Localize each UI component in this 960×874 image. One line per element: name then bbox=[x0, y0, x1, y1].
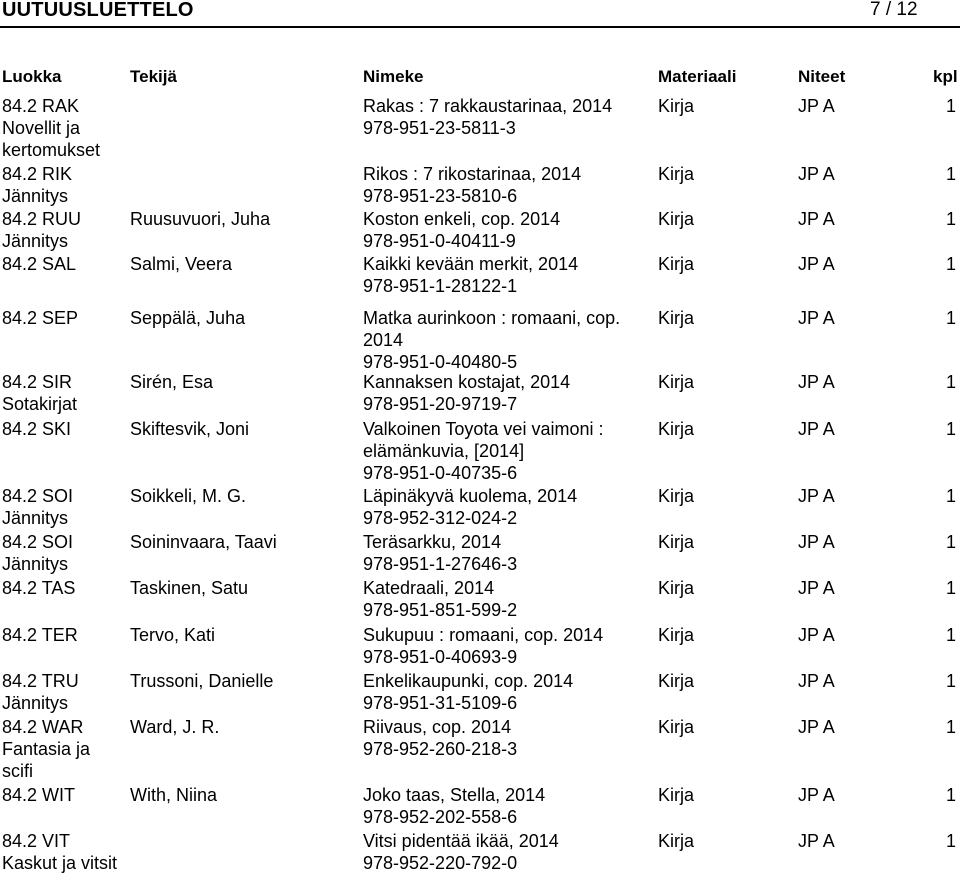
cell-nimeke-line: Koston enkeli, cop. 2014 bbox=[363, 209, 561, 229]
cell-niteet: JP A bbox=[798, 717, 835, 737]
cell-materiaali: Kirja bbox=[658, 785, 695, 805]
cell-nimeke bbox=[363, 784, 643, 828]
column-header-niteet: Niteet bbox=[798, 67, 846, 86]
cell-materiaali: Kirja bbox=[658, 308, 695, 328]
page-number: 7 / 12 bbox=[870, 0, 918, 20]
cell-luokka-line: Kaskut ja vitsit bbox=[2, 853, 118, 873]
cell-luokka-line: Jännitys bbox=[2, 554, 69, 574]
cell-luokka-line: kertomukset bbox=[2, 140, 101, 160]
column-header-kpl: kpl bbox=[933, 67, 958, 86]
cell-luokka bbox=[2, 163, 127, 207]
cell-kpl: 1 bbox=[946, 578, 957, 598]
cell-kpl: 1 bbox=[946, 625, 957, 645]
cell-kpl: 1 bbox=[946, 372, 957, 392]
cell-luokka-line: 84.2 WIT bbox=[2, 785, 76, 805]
cell-materiaali: Kirja bbox=[658, 625, 695, 645]
cell-tekija: Ward, J. R. bbox=[130, 717, 220, 737]
cell-luokka-line: 84.2 TRU bbox=[2, 671, 79, 691]
cell-niteet: JP A bbox=[798, 308, 835, 328]
cell-niteet: JP A bbox=[798, 372, 835, 392]
cell-kpl: 1 bbox=[946, 254, 957, 274]
header-divider bbox=[0, 26, 960, 28]
cell-kpl: 1 bbox=[946, 96, 957, 116]
cell-luokka-line: 84.2 RUU bbox=[2, 209, 82, 229]
cell-tekija: Ruusuvuori, Juha bbox=[130, 209, 271, 229]
cell-luokka bbox=[2, 418, 127, 440]
cell-nimeke-line: 2014 bbox=[363, 330, 404, 350]
cell-kpl: 1 bbox=[946, 486, 957, 506]
cell-materiaali: Kirja bbox=[658, 419, 695, 439]
cell-luokka-line: 84.2 WAR bbox=[2, 717, 84, 737]
cell-kpl: 1 bbox=[946, 164, 957, 184]
cell-nimeke-line: Joko taas, Stella, 2014 bbox=[363, 785, 546, 805]
cell-niteet: JP A bbox=[798, 625, 835, 645]
cell-tekija: Tervo, Kati bbox=[130, 625, 216, 645]
cell-kpl: 1 bbox=[946, 785, 957, 805]
cell-luokka-line: 84.2 SAL bbox=[2, 254, 77, 274]
cell-nimeke-line: Valkoinen Toyota vei vaimoni : bbox=[363, 419, 604, 439]
cell-nimeke-line: 978-951-23-5810-6 bbox=[363, 186, 518, 206]
cell-nimeke-line: 978-951-31-5109-6 bbox=[363, 693, 518, 713]
cell-nimeke bbox=[363, 95, 643, 139]
cell-luokka-line: 84.2 TER bbox=[2, 625, 78, 645]
cell-luokka-line: 84.2 VIT bbox=[2, 831, 71, 851]
cell-luokka bbox=[2, 624, 127, 646]
cell-materiaali: Kirja bbox=[658, 486, 695, 506]
cell-tekija: Soininvaara, Taavi bbox=[130, 532, 277, 552]
cell-niteet: JP A bbox=[798, 671, 835, 691]
cell-nimeke bbox=[363, 577, 643, 621]
cell-materiaali: Kirja bbox=[658, 532, 695, 552]
cell-nimeke-line: 978-951-851-599-2 bbox=[363, 600, 518, 620]
cell-nimeke-line: 978-951-20-9719-7 bbox=[363, 394, 518, 414]
cell-niteet: JP A bbox=[798, 578, 835, 598]
cell-luokka-line: 84.2 TAS bbox=[2, 578, 76, 598]
cell-tekija: Soikkeli, M. G. bbox=[130, 486, 247, 506]
cell-nimeke-line: Kaikki kevään merkit, 2014 bbox=[363, 254, 579, 274]
cell-niteet: JP A bbox=[798, 96, 835, 116]
cell-materiaali: Kirja bbox=[658, 372, 695, 392]
cell-nimeke-line: 978-951-0-40411-9 bbox=[363, 231, 516, 251]
cell-luokka bbox=[2, 577, 127, 599]
cell-materiaali: Kirja bbox=[658, 831, 695, 851]
cell-nimeke-line: Teräsarkku, 2014 bbox=[363, 532, 502, 552]
cell-nimeke-line: 978-952-220-792-0 bbox=[363, 853, 518, 873]
cell-nimeke-line: Katedraali, 2014 bbox=[363, 578, 495, 598]
cell-nimeke bbox=[363, 716, 643, 760]
cell-nimeke-line: Läpinäkyvä kuolema, 2014 bbox=[363, 486, 578, 506]
cell-nimeke bbox=[363, 531, 643, 575]
cell-luokka-line: 84.2 SEP bbox=[2, 308, 79, 328]
cell-luokka-line: Jännitys bbox=[2, 186, 69, 206]
cell-luokka-line: Sotakirjat bbox=[2, 394, 78, 414]
cell-kpl: 1 bbox=[946, 308, 957, 328]
cell-niteet: JP A bbox=[798, 419, 835, 439]
cell-luokka bbox=[2, 95, 127, 161]
column-header-tekija: Tekijä bbox=[130, 67, 177, 86]
cell-nimeke bbox=[363, 418, 643, 484]
cell-nimeke-line: 978-952-312-024-2 bbox=[363, 508, 518, 528]
cell-luokka-line: 84.2 SKI bbox=[2, 419, 72, 439]
cell-materiaali: Kirja bbox=[658, 254, 695, 274]
cell-niteet: JP A bbox=[798, 209, 835, 229]
cell-materiaali: Kirja bbox=[658, 578, 695, 598]
cell-luokka bbox=[2, 253, 127, 275]
cell-kpl: 1 bbox=[946, 532, 957, 552]
cell-luokka bbox=[2, 208, 127, 252]
cell-materiaali: Kirja bbox=[658, 717, 695, 737]
cell-nimeke-line: 978-951-23-5811-3 bbox=[363, 118, 516, 138]
cell-materiaali: Kirja bbox=[658, 96, 695, 116]
cell-luokka-line: Novellit ja bbox=[2, 118, 81, 138]
cell-materiaali: Kirja bbox=[658, 209, 695, 229]
column-header-luokka: Luokka bbox=[2, 67, 62, 86]
cell-tekija: Trussoni, Danielle bbox=[130, 671, 274, 691]
cell-nimeke bbox=[363, 371, 643, 415]
cell-luokka bbox=[2, 670, 127, 714]
cell-luokka-line: Fantasia ja bbox=[2, 739, 91, 759]
cell-nimeke bbox=[363, 208, 643, 252]
cell-luokka-line: 84.2 SOI bbox=[2, 532, 74, 552]
cell-nimeke-line: 978-951-1-28122-1 bbox=[363, 276, 518, 296]
cell-tekija: Seppälä, Juha bbox=[130, 308, 246, 328]
cell-nimeke bbox=[363, 163, 643, 207]
cell-nimeke bbox=[363, 485, 643, 529]
cell-nimeke-line: Rikos : 7 rikostarinaa, 2014 bbox=[363, 164, 582, 184]
cell-luokka-line: Jännitys bbox=[2, 231, 69, 251]
cell-luokka-line: 84.2 RAK bbox=[2, 96, 80, 116]
column-header-nimeke: Nimeke bbox=[363, 67, 424, 86]
cell-luokka bbox=[2, 531, 127, 575]
cell-nimeke-line: Kannaksen kostajat, 2014 bbox=[363, 372, 571, 392]
cell-luokka-line: 84.2 SOI bbox=[2, 486, 74, 506]
cell-nimeke-line: Riivaus, cop. 2014 bbox=[363, 717, 512, 737]
cell-niteet: JP A bbox=[798, 785, 835, 805]
cell-tekija: Taskinen, Satu bbox=[130, 578, 249, 598]
cell-kpl: 1 bbox=[946, 717, 957, 737]
cell-niteet: JP A bbox=[798, 532, 835, 552]
cell-nimeke-line: 978-951-0-40480-5 bbox=[363, 352, 518, 372]
cell-nimeke bbox=[363, 670, 643, 714]
cell-nimeke-line: 978-951-0-40735-6 bbox=[363, 463, 518, 483]
cell-luokka-line: Jännitys bbox=[2, 508, 69, 528]
cell-kpl: 1 bbox=[946, 209, 957, 229]
cell-kpl: 1 bbox=[946, 419, 957, 439]
cell-niteet: JP A bbox=[798, 254, 835, 274]
cell-nimeke-line: Rakas : 7 rakkaustarinaa, 2014 bbox=[363, 96, 613, 116]
cell-tekija: Skiftesvik, Joni bbox=[130, 419, 250, 439]
cell-luokka-line: 84.2 RIK bbox=[2, 164, 73, 184]
cell-luokka bbox=[2, 371, 127, 415]
cell-nimeke-line: Sukupuu : romaani, cop. 2014 bbox=[363, 625, 604, 645]
cell-nimeke-line: 978-952-260-218-3 bbox=[363, 739, 518, 759]
page-title: UUTUUSLUETTELO bbox=[2, 0, 194, 21]
cell-kpl: 1 bbox=[946, 831, 957, 851]
cell-nimeke bbox=[363, 624, 643, 668]
cell-nimeke-line: Enkelikaupunki, cop. 2014 bbox=[363, 671, 574, 691]
cell-materiaali: Kirja bbox=[658, 671, 695, 691]
cell-luokka-line: scifi bbox=[2, 761, 33, 781]
cell-nimeke bbox=[363, 307, 643, 373]
cell-niteet: JP A bbox=[798, 486, 835, 506]
cell-niteet: JP A bbox=[798, 831, 835, 851]
cell-nimeke-line: 978-952-202-558-6 bbox=[363, 807, 518, 827]
cell-tekija: Salmi, Veera bbox=[130, 254, 233, 274]
cell-luokka-line: 84.2 SIR bbox=[2, 372, 73, 392]
cell-niteet: JP A bbox=[798, 164, 835, 184]
cell-nimeke bbox=[363, 253, 643, 297]
cell-nimeke-line: Vitsi pidentää ikää, 2014 bbox=[363, 831, 559, 851]
cell-luokka bbox=[2, 485, 127, 529]
cell-luokka-line: Jännitys bbox=[2, 693, 69, 713]
cell-nimeke-line: 978-951-1-27646-3 bbox=[363, 554, 518, 574]
cell-luokka bbox=[2, 716, 127, 782]
cell-luokka bbox=[2, 784, 127, 806]
cell-luokka bbox=[2, 830, 127, 874]
cell-nimeke bbox=[363, 830, 643, 874]
cell-tekija: With, Niina bbox=[130, 785, 218, 805]
cell-nimeke-line: Matka aurinkoon : romaani, cop. bbox=[363, 308, 621, 328]
cell-nimeke-line: 978-951-0-40693-9 bbox=[363, 647, 518, 667]
cell-tekija: Sirén, Esa bbox=[130, 372, 214, 392]
column-header-materiaali: Materiaali bbox=[658, 67, 737, 86]
cell-materiaali: Kirja bbox=[658, 164, 695, 184]
cell-kpl: 1 bbox=[946, 671, 957, 691]
cell-nimeke-line: elämänkuvia, [2014] bbox=[363, 441, 525, 461]
cell-luokka bbox=[2, 307, 127, 329]
